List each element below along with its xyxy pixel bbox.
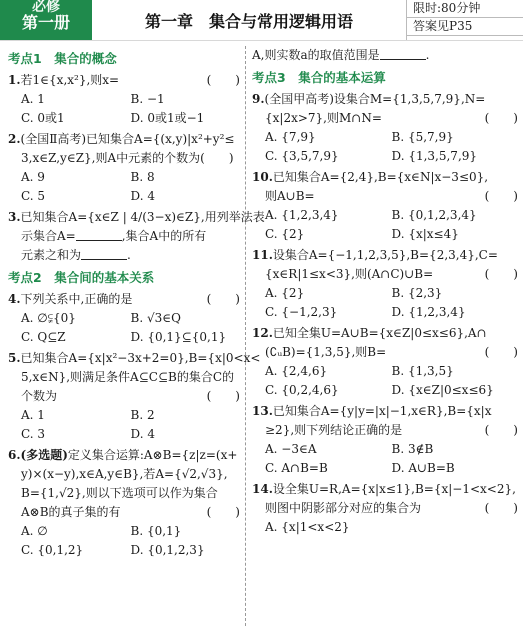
question-10: [252, 168, 518, 244]
answer-paren: ( ): [484, 189, 518, 203]
option-a: A. ∅⫋{0}: [21, 311, 76, 325]
answer-reference: 答案见P35: [407, 18, 523, 36]
option-c: C. A∩B=B: [265, 461, 328, 475]
section-heading-1: 考点1 集合的概念: [8, 51, 117, 66]
question-number: 11.: [252, 248, 273, 262]
question-number: 2.: [8, 132, 21, 146]
option-c: C. {0,1,2}: [21, 543, 84, 557]
option-c: C. Q⊆Z: [21, 330, 66, 344]
option-b: B. −1: [130, 92, 165, 106]
question-text: 已知集合A={x∈Z | 4/(3−x)∈Z},用列举法表: [20, 210, 265, 224]
option-b: B. {0,1}: [130, 524, 182, 538]
answer-blank[interactable]: [76, 227, 122, 241]
options: [8, 168, 240, 206]
options: [8, 309, 240, 347]
right-column: [252, 46, 518, 539]
option-c: C. 0或1: [21, 111, 65, 125]
option-b: B. 3∉B: [391, 442, 434, 456]
option-c: C. {0,2,4,6}: [265, 383, 339, 397]
question-text-line: B={1,√2},则以下选项可以作为集合: [21, 486, 218, 500]
options: [252, 362, 518, 400]
section-heading-3: 考点3 集合的基本运算: [252, 70, 386, 85]
option-d: D. 4: [130, 189, 155, 203]
answer-paren: ( ): [206, 389, 240, 403]
question-11: [252, 246, 518, 322]
continued-question: A,则实数a的取值范围是 .: [252, 48, 430, 62]
question-number: 5.: [8, 351, 21, 365]
question-4: [8, 290, 240, 347]
options: [8, 522, 240, 560]
question-text: 已知集合A={y|y=|x|−1,x∈R},B={x|x: [272, 404, 492, 418]
answer-paren: ( ): [484, 423, 518, 437]
question-text-line: 则图中阴影部分对应的集合为: [265, 501, 422, 515]
question-text: (全国Ⅱ高考)已知集合A={(x,y)|x²+y²≤: [20, 132, 235, 146]
time-limit: 限时:80分钟: [407, 0, 523, 18]
answer-blank[interactable]: [380, 46, 426, 60]
option-d: D. {0,1,2,3}: [130, 543, 205, 557]
question-text: 若1∈{x,x²},则x=: [20, 73, 120, 87]
volume-tag-bottom: 第一册: [21, 13, 70, 32]
answer-paren: ( ): [206, 73, 240, 87]
volume-tag: [0, 0, 92, 40]
page-header: [0, 0, 523, 41]
column-divider: [245, 46, 246, 626]
option-c: C. 3: [21, 427, 46, 441]
question-13: [252, 402, 518, 478]
option-a: A. 9: [21, 170, 45, 184]
answer-blank[interactable]: [81, 246, 127, 260]
option-d: D. {x|x≤4}: [391, 227, 459, 241]
question-text-line: (∁ᵤB)={1,3,5},则B=: [265, 345, 387, 359]
question-text-line: {x∈R|1≤x<3},则(A∩C)∪B=: [265, 267, 434, 281]
question-9: [252, 90, 518, 166]
question-5: [8, 349, 261, 444]
option-b: B. 8: [130, 170, 155, 184]
question-6: [8, 446, 240, 560]
question-text: 设全集U=R,A={x|x≤1},B={x|−1<x<2},: [272, 482, 516, 496]
answer-paren: ( ): [484, 501, 518, 515]
question-text-line: 3,x∈Z,y∈Z},则A中元素的个数为( ): [21, 151, 234, 165]
options: [8, 406, 240, 444]
option-d: D. {1,2,3,4}: [391, 305, 466, 319]
question-text-line: ≥2},则下列结论正确的是: [265, 423, 403, 437]
option-d: D. 4: [130, 427, 155, 441]
question-number: 3.: [8, 210, 21, 224]
meta-box: [406, 0, 523, 40]
question-text: 已知全集U=A∪B={x∈Z|0≤x≤6},A∩: [272, 326, 487, 340]
option-b: B. {2,3}: [391, 286, 443, 300]
option-a: A. {1,2,3,4}: [265, 208, 339, 222]
question-text: 下列关系中,正确的是: [20, 292, 133, 306]
question-text-line: 则A∪B=: [265, 189, 315, 203]
option-b: B. {5,7,9}: [391, 130, 454, 144]
question-12: [252, 324, 518, 400]
option-a: A. {2,4,6}: [265, 364, 328, 378]
option-d: D. {1,3,5,7,9}: [391, 149, 478, 163]
question-text-line: A⊗B的真子集的有: [21, 505, 121, 519]
answer-paren: ( ): [484, 111, 518, 125]
question-number: 6.: [8, 448, 21, 462]
options: [8, 90, 240, 128]
question-text: 定义集合运算:A⊗B={z|z=(x+: [67, 448, 238, 462]
option-a: A. ∅: [21, 524, 48, 538]
question-text-line: A,则实数a的取值范围是: [252, 48, 380, 62]
question-text-line: 个数为: [21, 389, 58, 403]
options: [252, 206, 518, 244]
question-text-line: 示集合A=: [21, 229, 76, 243]
question-text-line: 元素之和为: [21, 248, 82, 262]
question-text-line: .: [127, 248, 131, 262]
option-a: A. {2}: [265, 286, 305, 300]
multi-select-tag: (多选题): [20, 448, 68, 462]
option-a: A. 1: [21, 92, 45, 106]
option-b: B. 2: [130, 408, 155, 422]
answer-paren: ( ): [206, 505, 240, 519]
question-text: (全国甲高考)设集合M={1,3,5,7,9},N=: [264, 92, 486, 106]
option-b: B. √3∈Q: [130, 311, 181, 325]
answer-paren: ( ): [484, 267, 518, 281]
question-number: 12.: [252, 326, 273, 340]
answer-paren: ( ): [206, 292, 240, 306]
question-1: [8, 71, 240, 128]
option-b: B. {1,3,5}: [391, 364, 454, 378]
question-text-line: y)×(x−y),x∈A,y∈B},若A={√2,√3},: [21, 467, 228, 481]
question-text: 已知集合A={x|x²−3x+2=0},B={x|0<x<: [20, 351, 261, 365]
options: [252, 128, 518, 166]
question-number: 1.: [8, 73, 21, 87]
option-a: A. 1: [21, 408, 45, 422]
option-d: D. {0,1}⊆{0,1}: [130, 330, 227, 344]
option-d: D. A∪B=B: [391, 461, 455, 475]
question-number: 13.: [252, 404, 273, 418]
question-14: [252, 480, 518, 537]
options: [252, 440, 518, 478]
section-heading-2: 考点2 集合间的基本关系: [8, 270, 155, 285]
option-c: C. {2}: [265, 227, 305, 241]
answer-paren: ( ): [484, 345, 518, 359]
question-number: 14.: [252, 482, 273, 496]
option-c: C. {3,5,7,9}: [265, 149, 339, 163]
chapter-title: 第一章 集合与常用逻辑用语: [144, 11, 353, 31]
question-text-line: 5,x∈N},则满足条件A⊆C⊆B的集合C的: [21, 370, 235, 384]
question-number: 4.: [8, 292, 21, 306]
question-number: 10.: [252, 170, 273, 184]
option-a: A. −3∈A: [265, 442, 317, 456]
volume-tag-top: 必修: [32, 0, 60, 15]
question-text-line: {x|2x>7},则M∩N=: [265, 111, 382, 125]
option-a: A. {7,9}: [265, 130, 316, 144]
option-c: C. {−1,2,3}: [265, 305, 338, 319]
option-b: B. {0,1,2,3,4}: [391, 208, 477, 222]
question-text-line: ,集合A中的所有: [121, 229, 207, 243]
question-text: 已知集合A={2,4},B={x∈N|x−3≤0},: [272, 170, 489, 184]
question-number: 9.: [252, 92, 265, 106]
question-2: [8, 130, 240, 206]
option-a: A. {x|1<x<2}: [265, 520, 350, 534]
option-d: D. 0或1或−1: [130, 111, 205, 125]
question-text: 设集合A={−1,1,2,3,5},B={2,3,4},C=: [272, 248, 498, 262]
options: [252, 284, 518, 322]
option-d: D. {x∈Z|0≤x≤6}: [391, 383, 494, 397]
option-c: C. 5: [21, 189, 46, 203]
